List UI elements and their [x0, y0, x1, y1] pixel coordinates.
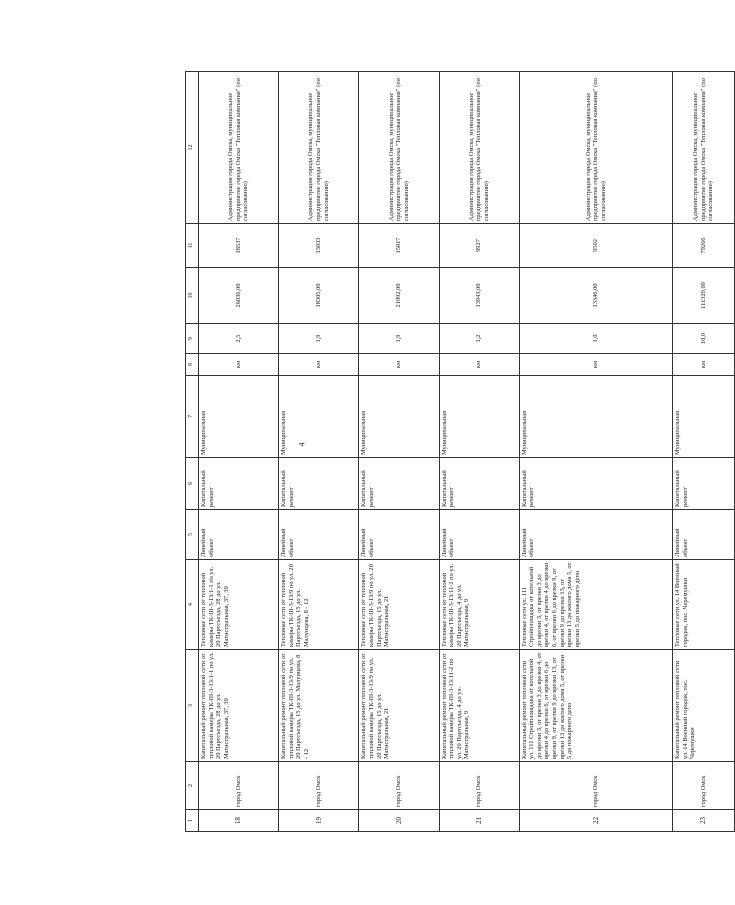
heat-network-table: [185, 71, 735, 832]
row-number: 21: [439, 810, 519, 832]
work-type-cell: Капитальный ремонт: [439, 458, 519, 510]
header-cell: 10: [186, 268, 199, 324]
amount-cell: 18537: [199, 224, 279, 268]
header-cell: 12: [186, 72, 199, 224]
amount-cell: 9927: [439, 224, 519, 268]
header-cell: 3: [186, 650, 199, 762]
cost-cell: 13346,00: [519, 268, 672, 324]
responsible-cell: Администрация города Омска, муниципальное предприятие города Омска "Тепловая компания" (по согласованию): [279, 72, 359, 224]
ownership-cell: Муниципальная: [279, 376, 359, 458]
municipality-cell: город Омск: [359, 762, 439, 810]
header-cell: 2: [186, 762, 199, 810]
length-cell: 1,2: [439, 324, 519, 354]
cost-cell: 18305,00: [279, 268, 359, 324]
unit-cell: км: [439, 354, 519, 376]
project-name-cell: Капитальный ремонт тепловой сети от тепловой камеры ТК-III-3-13/9 по ул. 20 Партсъезда, 15 до ул. Магистральная, 21: [359, 650, 439, 762]
length-cell: 1,9: [359, 324, 439, 354]
municipality-cell: город Омск: [439, 762, 519, 810]
work-type-cell: Капитальный ремонт: [519, 458, 672, 510]
row-number: 23: [672, 810, 734, 832]
unit-cell: км: [359, 354, 439, 376]
object-type-cell: Линейный объект: [199, 510, 279, 560]
header-cell: 8: [186, 354, 199, 376]
amount-cell: 79266: [672, 224, 734, 268]
header-cell: 5: [186, 510, 199, 560]
unit-cell: км: [279, 354, 359, 376]
ownership-cell: Муниципальная: [519, 376, 672, 458]
row-number: 18: [199, 810, 279, 832]
page-number: 4: [297, 442, 307, 447]
ownership-cell: Муниципальная: [199, 376, 279, 458]
responsible-cell: Администрация города Омска, муниципальное предприятие города Омска "Тепловая компания" (по согласованию): [359, 72, 439, 224]
object-type-cell: Линейный объект: [672, 510, 734, 560]
header-cell: 9: [186, 324, 199, 354]
project-name-cell: Капитальный ремонт тепловой сети ул. 111 Стройплощадка от котельной до врезки 3, от врезки 3 до врезки 4, от врезки 4 до врезки 6, от врезки 6 до врезки 9, от врезки 9 до врезки 13, от врезки 13 до жилого дома 5, от врезки 5 до пожарного депо: [519, 650, 672, 762]
municipality-cell: город Омск: [199, 762, 279, 810]
amount-cell: 9502: [519, 224, 672, 268]
object-type-cell: Линейный объект: [519, 510, 672, 560]
work-type-cell: Капитальный ремонт: [672, 458, 734, 510]
table-row: [439, 72, 519, 832]
cost-cell: 13943,00: [439, 268, 519, 324]
header-cell: 1: [186, 810, 199, 832]
row-number: 20: [359, 810, 439, 832]
responsible-cell: Администрация города Омска, муниципальное предприятие города Омска "Тепловая компания" (по согласованию): [672, 72, 734, 224]
responsible-cell: Администрация города Омска, муниципальное предприятие города Омска "Тепловая компания" (по согласованию): [519, 72, 672, 224]
amount-cell: 13033: [279, 224, 359, 268]
municipality-cell: город Омск: [279, 762, 359, 810]
header-cell: 6: [186, 458, 199, 510]
table-row: [359, 72, 439, 832]
cost-cell: 21092,00: [359, 268, 439, 324]
object-type-cell: Линейный объект: [279, 510, 359, 560]
unit-cell: км: [199, 354, 279, 376]
work-type-cell: Капитальный ремонт: [279, 458, 359, 510]
header-row: [186, 72, 199, 832]
length-cell: 10,0: [672, 324, 734, 354]
unit-cell: км: [519, 354, 672, 376]
length-cell: 1,0: [519, 324, 672, 354]
ownership-cell: Муниципальная: [359, 376, 439, 458]
header-cell: 11: [186, 224, 199, 268]
responsible-cell: Администрация города Омска, муниципальное предприятие города Омска "Тепловая компания" (по согласованию): [199, 72, 279, 224]
project-name-cell: Капитальный ремонт тепловой сети ул. 14 Военный городок, пос. Черемушки: [672, 650, 734, 762]
object-name-cell: Тепловые сети от тепловой камеры ТК-III-3-13/1-1 по ул. 20 Партсъезда, 28 до ул. Магистральная, 37, 39: [199, 560, 279, 650]
project-name-cell: Капитальный ремонт тепловой сети от тепловой камеры ТК-III-3-13/11-2 по ул. 20 Партсъезда, 4 до ул. Магистральная, 9: [439, 650, 519, 762]
object-name-cell: Тепловые сети ул. 111 Стройплощадка от котельной до врезки 3, от врезки 3 до врезки 4, от врезки 4 до врезки 6, от врезки 6 до врезки 9, от врезки 9 до врезки 13, от врезки 13 до жилого дома 5, от врезки 5 до пожарного депо: [519, 560, 672, 650]
work-type-cell: Капитальный ремонт: [199, 458, 279, 510]
length-cell: 1,9: [279, 324, 359, 354]
object-type-cell: Линейный объект: [359, 510, 439, 560]
header-cell: 7: [186, 376, 199, 458]
project-name-cell: Капитальный ремонт тепловой сети от тепловой камеры ТК-III-3-13/1-1 по ул. 20 Партсъезда, 28 до ул. Магистральная, 37, 39: [199, 650, 279, 762]
table-row: [199, 72, 279, 832]
cost-cell: 26036,00: [199, 268, 279, 324]
table-row: [519, 72, 672, 832]
table-row: [672, 72, 734, 832]
project-name-cell: Капитальный ремонт тепловой сети от тепловой камеры ТК-III-3-13/9 по ул. 20 Партсъезда, 15 до ул. Малунцева, 8 - 12: [279, 650, 359, 762]
row-number: 19: [279, 810, 359, 832]
object-name-cell: Тепловые сети от тепловой камеры ТК-III-3-13/9 по ул. 20 Партсъезда, 15 до ул. Магистральная, 21: [359, 560, 439, 650]
municipality-cell: город Омск: [672, 762, 734, 810]
table-row: [279, 72, 359, 832]
rotated-table-wrapper: [185, 72, 735, 832]
responsible-cell: Администрация города Омска, муниципальное предприятие города Омска "Тепловая компания" (по согласованию): [439, 72, 519, 224]
amount-cell: 15017: [359, 224, 439, 268]
object-type-cell: Линейный объект: [439, 510, 519, 560]
ownership-cell: Муниципальная: [672, 376, 734, 458]
work-type-cell: Капитальный ремонт: [359, 458, 439, 510]
object-name-cell: Тепловые сети от тепловой камеры ТК-III-3-13/11-2 по ул. 20 Партсъезда, 4 до ул. Магистральная, 9: [439, 560, 519, 650]
object-name-cell: Тепловые сети от тепловой камеры ТК-III-3-13/9 по ул. 20 Партсъезда, 15 до ул. Малунцева, 8 - 12: [279, 560, 359, 650]
unit-cell: км: [672, 354, 734, 376]
length-cell: 2,5: [199, 324, 279, 354]
municipality-cell: город Омск: [519, 762, 672, 810]
row-number: 22: [519, 810, 672, 832]
cost-cell: 111329,00: [672, 268, 734, 324]
ownership-cell: Муниципальная: [439, 376, 519, 458]
header-cell: 4: [186, 560, 199, 650]
object-name-cell: Тепловые сети ул. 14 Военный городок, пос. Черемушки: [672, 560, 734, 650]
